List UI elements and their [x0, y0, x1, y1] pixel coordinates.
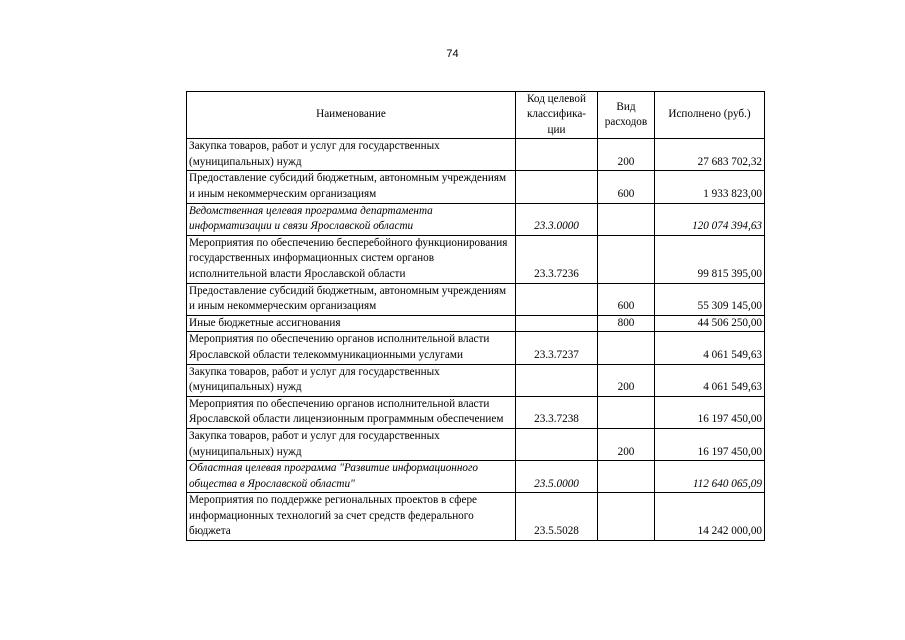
- header-type: Вид расходов: [598, 92, 655, 139]
- table-row: [187, 235, 765, 283]
- row-code: 23.5.0000: [516, 461, 598, 493]
- table-row: [187, 493, 765, 541]
- row-type: 600: [598, 171, 655, 203]
- table-row: [187, 283, 765, 315]
- row-type: 200: [598, 428, 655, 460]
- row-type: [598, 332, 655, 364]
- row-amount: 4 061 549,63: [655, 364, 765, 396]
- row-name: Закупка товаров, работ и услуг для государственных (муниципальных) нужд: [187, 364, 516, 396]
- row-code: [516, 364, 598, 396]
- header-name: Наименование: [187, 92, 516, 139]
- row-name: Закупка товаров, работ и услуг для государственных (муниципальных) нужд: [187, 139, 516, 171]
- row-code: [516, 139, 598, 171]
- row-name: Областная целевая программа "Развитие информационного общества в Ярославской области": [187, 461, 516, 493]
- table-row: [187, 139, 765, 171]
- row-code: [516, 283, 598, 315]
- row-type: [598, 235, 655, 283]
- page-number: 74: [446, 48, 459, 60]
- row-amount: 55 309 145,00: [655, 283, 765, 315]
- row-code: [516, 428, 598, 460]
- row-amount: 14 242 000,00: [655, 493, 765, 541]
- row-name: Предоставление субсидий бюджетным, автономным учреждениям и иным некоммерческим организациям: [187, 171, 516, 203]
- row-name: Мероприятия по обеспечению органов исполнительной власти Ярославской области лицензионным программным обеспечением: [187, 396, 516, 428]
- table-row: [187, 203, 765, 235]
- row-type: [598, 203, 655, 235]
- row-code: [516, 171, 598, 203]
- row-amount: 27 683 702,32: [655, 139, 765, 171]
- table-row: [187, 396, 765, 428]
- row-code: 23.3.7236: [516, 235, 598, 283]
- row-type: [598, 461, 655, 493]
- row-name: Мероприятия по поддержке региональных проектов в сфере информационных технологий за счет средств федерального бюджета: [187, 493, 516, 541]
- row-code: 23.3.7238: [516, 396, 598, 428]
- table-row: [187, 428, 765, 460]
- row-name: Закупка товаров, работ и услуг для государственных (муниципальных) нужд: [187, 428, 516, 460]
- row-amount: 112 640 065,09: [655, 461, 765, 493]
- budget-table: [186, 91, 765, 541]
- row-type: 600: [598, 283, 655, 315]
- row-name: Мероприятия по обеспечению бесперебойного функционирования государственных информационных систем органов исполнительной власти Ярославской области: [187, 235, 516, 283]
- row-code: 23.3.7237: [516, 332, 598, 364]
- row-name: Ведомственная целевая программа департамента информатизации и связи Ярославской области: [187, 203, 516, 235]
- row-amount: 16 197 450,00: [655, 396, 765, 428]
- row-amount: 99 815 395,00: [655, 235, 765, 283]
- table-row: [187, 332, 765, 364]
- row-type: 200: [598, 364, 655, 396]
- row-amount: 4 061 549,63: [655, 332, 765, 364]
- table-row: [187, 364, 765, 396]
- row-type: [598, 396, 655, 428]
- row-code: 23.3.0000: [516, 203, 598, 235]
- table-row: [187, 171, 765, 203]
- row-type: 800: [598, 315, 655, 332]
- row-name: Иные бюджетные ассигнования: [187, 315, 516, 332]
- row-amount: 1 933 823,00: [655, 171, 765, 203]
- row-type: 200: [598, 139, 655, 171]
- row-name: Предоставление субсидий бюджетным, автономным учреждениям и иным некоммерческим организациям: [187, 283, 516, 315]
- row-type: [598, 493, 655, 541]
- table-body: [187, 139, 765, 541]
- row-amount: 16 197 450,00: [655, 428, 765, 460]
- header-code: Код целевой классифика-ции: [516, 92, 598, 139]
- row-code: 23.5.5028: [516, 493, 598, 541]
- row-amount: 120 074 394,63: [655, 203, 765, 235]
- row-code: [516, 315, 598, 332]
- header-amount: Исполнено (руб.): [655, 92, 765, 139]
- row-amount: 44 506 250,00: [655, 315, 765, 332]
- table-row: [187, 461, 765, 493]
- row-name: Мероприятия по обеспечению органов исполнительной власти Ярославской области телекоммуникационными услугами: [187, 332, 516, 364]
- table-header-row: [187, 92, 765, 139]
- table-row: [187, 315, 765, 332]
